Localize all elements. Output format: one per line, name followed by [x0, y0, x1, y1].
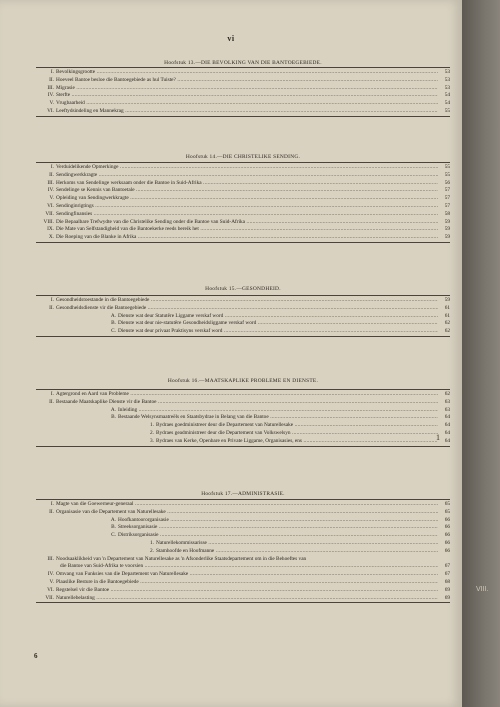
toc-entry-page: 53 [444, 76, 450, 83]
chapter-rule-top [36, 389, 450, 390]
chapter-rule-bottom [36, 446, 450, 447]
toc-entry-text: Bestaande Welsynsmaatreëls en Staatsbydrae in Belang van die Bantoe ..... [118, 413, 438, 422]
toc-entry-text: Gesondheidsdienste vir die Bantoegebiede ..... [56, 304, 438, 313]
toc-entry-text: Verduidelikende Opmerkinge ..... [56, 163, 438, 172]
toc-entry-page: 64 [444, 437, 450, 444]
toc-entry-page: 58 [444, 210, 450, 217]
toc-entry-page: 57 [444, 195, 450, 202]
toc-entry-number: VIII. [43, 218, 54, 225]
toc-entry-page: 66 [444, 532, 450, 539]
toc-entry [36, 107, 450, 116]
toc-entry-page: 59 [444, 226, 450, 233]
toc-entry-page: 53 [444, 84, 450, 91]
toc-entry-number: I. [50, 391, 54, 397]
chapter-rule-top [36, 499, 450, 500]
toc-entry-page: 63 [444, 398, 450, 405]
toc-entry-number: B. [111, 524, 116, 531]
toc-entry-text: Sendinginrigtings ..... [56, 202, 438, 211]
toc-entry-number: V. [49, 195, 54, 202]
toc-entry-number: VI. [47, 108, 54, 114]
chapter-title: Hoofstuk 15.—GESONDHEID. [205, 286, 281, 292]
toc-entry-number: X. [48, 234, 54, 241]
toc-entry-text: Leeftydsindeling en Mannekrag ..... [56, 107, 438, 116]
toc-entry-text: Omvang van Funksies van die Departement van Naturellesake ..... [56, 570, 438, 579]
toc-entry-number: B. [111, 414, 116, 421]
toc-entry-number: I. [50, 69, 54, 75]
chapter-rule-bottom [36, 602, 450, 603]
toc-entry-page: 55 [444, 108, 450, 114]
toc-entry-page: 56 [444, 179, 450, 186]
toc-entry-page: 62 [444, 328, 450, 335]
toc-entry-page: 62 [444, 320, 450, 327]
toc-entry-page: 59 [444, 218, 450, 225]
toc-entry-number: IV. [47, 187, 54, 194]
toc-entry-page: 55 [444, 164, 450, 170]
toc-entry-text: Herkoms van Sendelinge werksaam onder die Bantoe in Suid-Afrika ..... [56, 179, 438, 188]
toc-entry-text: Vrugbaarheid ..... [56, 99, 438, 108]
chapter-title: Hoofstuk 16.—MAATSKAPLIKE PROBLEME EN DIENSTE. [167, 378, 319, 384]
toc-entry-number: V. [49, 100, 54, 107]
toc-entry-text: Stamhoofde en Hoofmanne ..... [156, 547, 438, 556]
toc-entry [36, 594, 450, 603]
toc-entry-number: II. [49, 398, 54, 405]
toc-entry-number: 2. [150, 430, 154, 436]
toc-entry-page: 53 [444, 69, 450, 75]
toc-entry-text: Dienste wat deur nie-statutêre Gesondheidsliggame verskaf word ..... [118, 319, 438, 328]
toc-entry-text: Hoeveel Bantoe besloe die Bantoegebiede as hul Tuiste? ..... [56, 76, 438, 85]
toc-entry-text: Bydraes van Kerke, Openbare en Private Liggame, Organisasies, ens ..... [156, 437, 438, 446]
toc-entry-number: II. [49, 76, 54, 83]
toc-entry-text: Plaaslike Besture in die Bantoegebiede ..... [56, 578, 438, 587]
scan-edge-shadow [462, 0, 500, 707]
toc-entry-text: Naturellekommissarisse ..... [156, 539, 438, 548]
toc-entry-text: Die Roeping van die Blanke in Afrika ..... [56, 233, 438, 242]
toc-entry-number: VII. [45, 594, 54, 601]
chapter-rule-top [36, 295, 450, 296]
toc-entry-number: A. [110, 312, 116, 319]
toc-entry [136, 437, 450, 446]
toc-entry-text: Opleiding van Sendingwerkkragte ..... [56, 194, 438, 203]
toc-entry-page: 57 [444, 203, 450, 209]
toc-entry-text: Magte van die Goewerneur-generaal ..... [56, 500, 438, 509]
toc-entry-number: III. [47, 179, 54, 186]
toc-entry-number: VI. [47, 586, 54, 593]
chapter-rule-bottom [36, 242, 450, 243]
chapter-title: Hoofstuk 13.—DIE BEVOLKING VAN DIE BANTOEGEBIEDE. [164, 60, 322, 66]
edge-label: VIII. [476, 586, 489, 593]
chapter-rule-bottom [36, 336, 450, 337]
toc-entry-text: Streeksorganisasie ..... [118, 523, 438, 532]
chapter-rule-bottom [36, 116, 450, 117]
toc-entry-text: Bydraes goedministreer deur die Departement van Naturellesake ..... [156, 421, 438, 430]
toc-entry-page: 63 [444, 406, 450, 413]
toc-entry [36, 233, 450, 242]
toc-entry-number: 1. [150, 422, 154, 429]
toc-entry-number: II. [49, 171, 54, 178]
toc-entry-number: III. [47, 555, 54, 562]
toc-entry-number: II. [49, 508, 54, 515]
toc-entry-page: 68 [444, 579, 450, 585]
toc-entry-number: C. [111, 328, 116, 335]
toc-entry-text: Dienste wat deur privaat Praktisyns verskaf word ..... [118, 327, 438, 336]
chapter-rule-top [36, 162, 450, 163]
toc-entry-text: Dienste wat deur Statutêre Liggame verskaf word ..... [118, 312, 438, 321]
toc-entry-text: Bestaande Maatskaplike Dienste vir die Bantoe ..... [56, 398, 438, 407]
toc-entry-page: 64 [444, 430, 450, 436]
toc-entry-text: Die Bepaalbare Trefwydte van die Christelike Sending onder die Bantoe van Suid-Afrika ..... [56, 218, 438, 227]
chapter-rule-top [36, 67, 450, 68]
toc-entry-text: Gesondheidstoestande in die Bantoegebiede ..... [56, 296, 438, 305]
toc-entry-text: Migrasie ..... [56, 84, 438, 93]
toc-entry-number: I. [50, 164, 54, 170]
toc-entry-page: 54 [444, 100, 450, 107]
toc-entry-page: 66 [444, 540, 450, 546]
toc-entry-page: 66 [444, 524, 450, 531]
chapter-title: Hoofstuk 17.—ADMINISTRASIE. [201, 491, 285, 497]
toc-entry-page: 67 [444, 563, 450, 570]
toc-entry-page: 66 [444, 547, 450, 554]
toc-entry-page: 65 [444, 501, 450, 507]
toc-entry-text: Inleiding ..... [118, 406, 438, 415]
toc-entry-text: Sendingfinansies ..... [56, 210, 438, 219]
toc-entry-number: I. [50, 297, 54, 303]
toc-entry-page: 66 [444, 516, 450, 523]
toc-entry-page: 64 [444, 422, 450, 429]
toc-entry-page: 59 [444, 297, 450, 303]
toc-entry-text: Regstelsel vir die Bantoe ..... [56, 586, 438, 595]
toc-entry-number: IX. [47, 226, 54, 233]
toc-entry-number: II. [49, 304, 54, 311]
toc-entry-text: Die Mate van Selfstandigheid van die Bantoekerke reeds bereik het ..... [56, 225, 438, 234]
toc-entry-page: 61 [444, 312, 450, 319]
toc-entry-number: IV. [47, 92, 54, 99]
toc-entry-text: Sendingwerkkragte ..... [56, 171, 438, 180]
toc-entry-page: 64 [444, 414, 450, 421]
toc-entry-text: Sterfte ..... [56, 91, 438, 100]
toc-entry-page: 69 [444, 594, 450, 601]
toc-entry-text: Bevolkingsgroottе ..... [56, 68, 438, 77]
toc-entry-text: Naturellebelasting ..... [56, 594, 438, 603]
toc-entry-number: 1. [150, 540, 154, 546]
toc-entry-number: A. [110, 406, 116, 413]
toc-entry-page: 65 [444, 508, 450, 515]
stray-mark: 1 [436, 433, 440, 442]
toc-entry-page: 62 [444, 391, 450, 397]
toc-entry-text: Distriksorganisasie ..... [118, 531, 438, 540]
chapter-title: Hoofstuk 14.—DIE CHRISTELIKE SENDING. [185, 154, 301, 160]
toc-entry-number: VI. [47, 203, 54, 209]
toc-entry-page: 55 [444, 171, 450, 178]
toc-entry-text: die Bantoe van Suid-Afrika te voorsien ..... [60, 562, 438, 571]
toc-entry-number: 3. [150, 437, 154, 444]
toc-entry-page: 57 [444, 187, 450, 194]
toc-entry-number: IV. [47, 571, 54, 578]
toc-entry-page: 59 [444, 234, 450, 241]
toc-entry-number: 2. [150, 547, 154, 554]
toc-entry-number: I. [50, 501, 54, 507]
toc-entry-number: V. [49, 579, 54, 585]
toc-entry-page: 54 [444, 92, 450, 99]
page-number: 6 [34, 652, 38, 660]
toc-entry [98, 327, 450, 336]
toc-entry-text: Agtergrond en Aard van Probleme ..... [56, 390, 438, 399]
toc-entry-text: Noodsaaklikheid van 'n Departement van Naturellesake as 'n Afsonderlike Staatsdepartement om in die Behoeftes van [56, 555, 307, 562]
toc-entry-page: 67 [444, 571, 450, 578]
toc-entry-text: Bydraes geadministreer deur die Departement van Volkswelsyn ..... [156, 429, 438, 438]
toc-entry-text: Sendelinge se Kennis van Bantoetale ..... [56, 186, 438, 195]
toc-entry-number: A. [110, 516, 116, 523]
toc-entry-number: B. [111, 320, 116, 327]
toc-entry-number: VII. [45, 210, 54, 217]
toc-entry-number: III. [47, 84, 54, 91]
toc-entry-text: Hoofkantoororganisasie ..... [118, 516, 438, 525]
toc-entry-number: C. [111, 532, 116, 539]
toc-entry-text: Organisasie van die Departement van Naturellesake ..... [56, 508, 438, 517]
toc-entry-page: 61 [444, 304, 450, 311]
page-header-roman: vi [227, 34, 235, 43]
toc-entry-page: 69 [444, 586, 450, 593]
